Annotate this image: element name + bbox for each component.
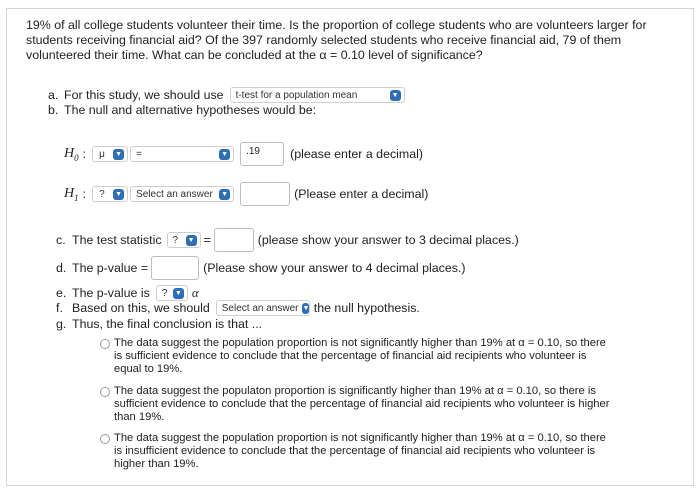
h1-row — [64, 182, 428, 206]
p-value-comparison-select[interactable] — [156, 285, 188, 301]
h1-label: $H_1$ — [64, 185, 79, 203]
part-e-text: The p-value is — [72, 286, 150, 300]
part-a-prefix: a. — [48, 88, 59, 102]
h0-colon: : — [82, 147, 87, 161]
h1-parameter-value: ? — [99, 188, 105, 200]
p-value-input[interactable] — [151, 256, 199, 280]
part-d-prefix: d. — [56, 261, 67, 275]
h1-value-input[interactable] — [240, 182, 290, 206]
chevron-down-icon: ▼ — [219, 149, 230, 160]
h0-value-input[interactable]: .19 — [240, 142, 284, 166]
part-g-row — [56, 317, 262, 331]
h1-hint: (Please enter a decimal) — [294, 187, 429, 201]
test-type-select[interactable] — [230, 87, 405, 103]
part-g-text: Thus, the final conclusion is that ... — [72, 317, 263, 331]
part-d-text: The p-value = — [72, 261, 149, 275]
chevron-down-icon: ▼ — [390, 90, 401, 101]
h0-row — [64, 142, 423, 166]
part-b-text: The null and alternative hypotheses would be: — [64, 103, 317, 117]
part-f-text: Based on this, we should — [72, 301, 210, 315]
h0-parameter-value: μ — [99, 148, 105, 160]
h1-operator-value: Select an answer — [136, 188, 213, 200]
question-intro: 19% of all college students volunteer their time. Is the proportion of college students who are volunteers larger for students receiving financial aid? Of the 397 randomly selected students who receive financial aid, 79 of them volunteered their time. What can be concluded at the α = 0.10 level of significance? — [26, 18, 647, 62]
conclusion-option-3[interactable]: The data suggest the population proportion is not significantly higher than 19% at α = 0.10, so there is insufficient evidence to conclude that the percentage of financial aid recipients who volunteer is higher than 19%. — [114, 432, 606, 470]
part-c-hint: (please show your answer to 3 decimal places.) — [257, 233, 519, 247]
chevron-down-icon: ▼ — [186, 235, 197, 246]
p-value-comparison-value: ? — [161, 287, 168, 299]
part-e-row — [56, 285, 199, 301]
conclusion-radio-3[interactable] — [100, 434, 110, 444]
h0-operator-value: = — [136, 148, 142, 160]
decision-select[interactable] — [216, 300, 310, 316]
part-d-row — [56, 256, 466, 280]
h0-label: $H_0$ — [64, 145, 79, 163]
test-statistic-select-value: ? — [172, 234, 179, 246]
chevron-down-icon: ▼ — [173, 288, 184, 299]
part-b-prefix: b. — [48, 103, 59, 117]
part-f-row — [56, 300, 420, 316]
h0-hint: (please enter a decimal) — [290, 147, 423, 161]
conclusion-radio-2[interactable] — [100, 387, 110, 397]
test-type-select-value: t-test for a population mean — [235, 89, 358, 101]
test-statistic-select[interactable] — [167, 232, 201, 248]
part-a-row — [48, 87, 405, 103]
part-d-hint: (Please show your answer to 4 decimal places.) — [203, 261, 466, 275]
part-b-row — [48, 103, 316, 117]
part-e-prefix: e. — [56, 286, 67, 300]
part-f-prefix: f. — [56, 301, 63, 315]
part-c-text: The test statistic — [72, 233, 162, 247]
h1-operator-select[interactable] — [130, 186, 234, 202]
part-f-suffix: the null hypothesis. — [313, 301, 420, 315]
chevron-down-icon: ▼ — [113, 189, 124, 200]
part-c-prefix: c. — [56, 233, 66, 247]
conclusion-option-1[interactable]: The data suggest the population proportion is not significantly higher than 19% at α = 0.10, so there is sufficient evidence to conclude that the percentage of financial aid recipients who volunteer is equal to 19%. — [114, 337, 606, 375]
alpha-symbol: α — [191, 285, 199, 300]
part-g-prefix: g. — [56, 317, 67, 331]
test-statistic-input[interactable] — [214, 228, 254, 252]
decision-select-value: Select an answer — [221, 302, 299, 314]
h0-operator-select[interactable] — [130, 146, 234, 162]
h0-parameter-select[interactable] — [92, 146, 128, 162]
h1-parameter-select[interactable] — [92, 186, 128, 202]
chevron-down-icon: ▼ — [113, 149, 124, 160]
conclusion-radio-1[interactable] — [100, 339, 110, 349]
part-c-equals: = — [203, 233, 211, 247]
part-c-row — [56, 228, 519, 252]
h1-colon: : — [82, 187, 87, 201]
conclusion-option-2[interactable]: The data suggest the populaton proportion is significantly higher than 19% at α = 0.10, so there is sufficient evidence to conclude that the percentage of financial aid recipients who volunteer is higher than 19%. — [114, 385, 610, 423]
chevron-down-icon: ▼ — [219, 189, 230, 200]
part-a-text: For this study, we should use — [64, 88, 224, 102]
chevron-down-icon: ▼ — [302, 304, 310, 312]
